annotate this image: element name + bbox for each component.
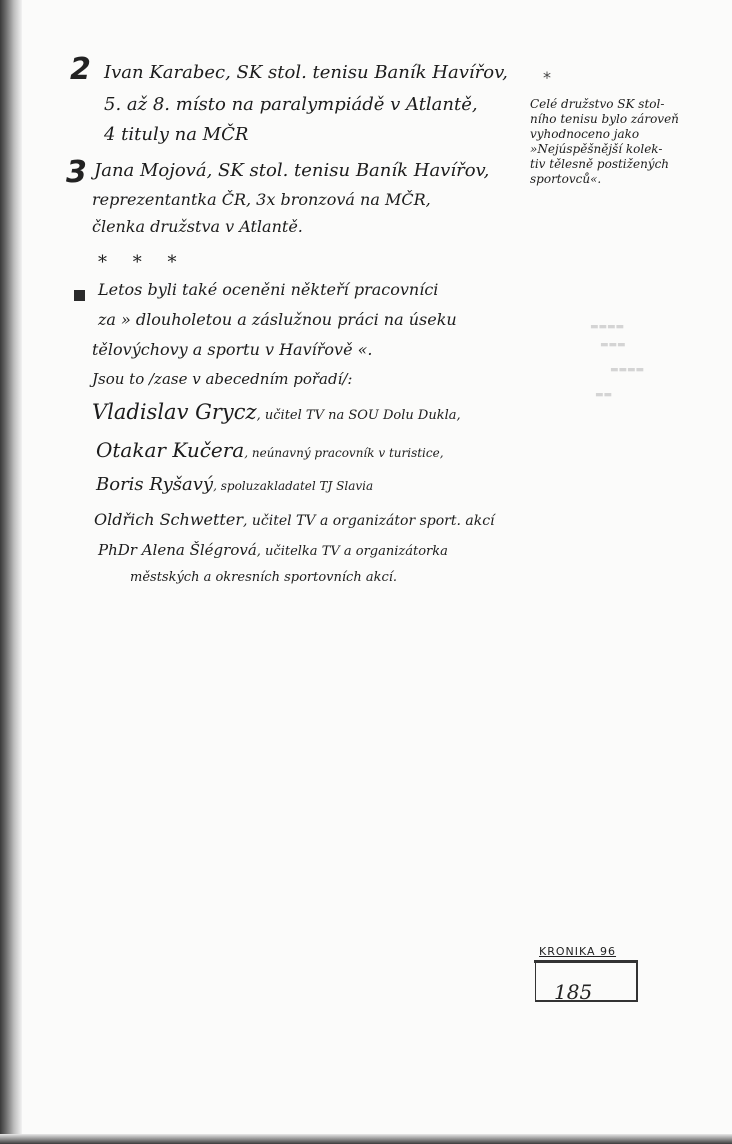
honoree-description: , spoluzakladatel TJ Slavia	[213, 479, 374, 493]
side-note-line: tiv tělesně postižených	[530, 157, 670, 171]
chronicle-stamp	[535, 942, 640, 1004]
honoree-row	[96, 438, 444, 462]
intro-line: Letos byli také oceněni někteří pracovníci	[98, 280, 439, 299]
page-gutter-shadow	[0, 0, 22, 1144]
bleed-through-mark: ▬▬▬▬	[610, 365, 645, 375]
honoree-name: Otakar Kučera	[96, 438, 245, 462]
honoree-continuation: městských a okresních sportovních akcí.	[130, 570, 398, 585]
side-note-line: vyhodnoceno jako	[530, 127, 640, 141]
entry-number: 3	[66, 155, 87, 190]
honoree-description: , učitel TV a organizátor sport. akcí	[242, 513, 495, 529]
honoree-row	[92, 400, 461, 424]
honoree-description: , učitelka TV a organizátorka	[256, 544, 448, 559]
bleed-through-mark: ▬▬▬▬	[590, 322, 625, 332]
page-bottom-edge	[0, 1134, 732, 1144]
honoree-name: Boris Ryšavý	[96, 474, 214, 495]
honoree-row	[96, 474, 373, 495]
entry-line: Jana Mojová, SK stol. tenisu Baník Havířov,	[94, 160, 490, 181]
intro-line: za » dlouholetou a záslužnou práci na úseku	[98, 310, 457, 329]
entry-number: 2	[70, 52, 91, 87]
entry-line: 4 tituly na MČR	[104, 124, 249, 145]
side-note-line: Celé družstvo SK stol-	[530, 97, 665, 111]
entry-line: Ivan Karabec, SK stol. tenisu Baník Havířov,	[104, 62, 508, 83]
bleed-through-mark: ▬▬▬	[600, 340, 626, 350]
separator-stars: * * *	[98, 252, 187, 273]
side-note-line: »Nejúspěšnější kolek-	[530, 142, 663, 156]
honoree-name: PhDr Alena Šlégrová	[98, 541, 257, 559]
stamp-label: KRONIKA 96	[539, 945, 617, 958]
honoree-description: , neúnavný pracovník v turistice,	[244, 446, 444, 460]
intro-line: Jsou to /zase v abecedním pořadí/:	[92, 370, 353, 388]
honoree-name: Vladislav Grycz	[92, 400, 257, 424]
honoree-name: Oldřich Schwetter	[94, 510, 243, 529]
bleed-through-mark: ▬▬	[595, 390, 613, 400]
entry-line: členka družstva v Atlantě.	[92, 217, 303, 236]
asterisk-icon: *	[543, 68, 551, 87]
intro-line: tělovýchovy a sportu v Havířově «.	[92, 340, 373, 359]
entry-line: reprezentantka ČR, 3x bronzová na MČR,	[92, 190, 431, 209]
page-number: 185	[554, 980, 593, 1004]
entry-line: 5. až 8. místo na paralympiádě v Atlantě,	[104, 94, 478, 115]
stamp-box	[535, 960, 638, 1002]
side-note-line: ního tenisu bylo zároveň	[530, 112, 679, 126]
honoree-description: , učitel TV na SOU Dolu Dukla,	[256, 408, 461, 423]
honoree-row	[98, 540, 448, 559]
side-note-line: sportovců«.	[530, 172, 602, 186]
bullet-square-icon	[74, 290, 85, 301]
honoree-row	[94, 510, 495, 529]
